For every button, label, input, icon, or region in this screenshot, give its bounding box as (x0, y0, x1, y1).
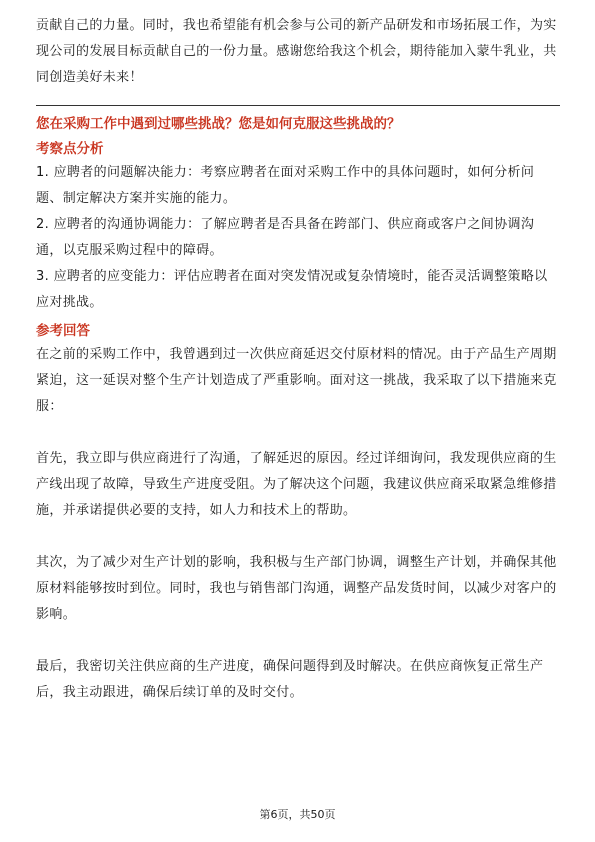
analysis-heading: 考察点分析 (36, 141, 104, 157)
answer-heading: 参考回答 (36, 323, 90, 339)
question-title: 您在采购工作中遇到过哪些挑战？您是如何克服这些挑战的？ (36, 116, 401, 132)
page-number: 第6页，共50页 (259, 808, 336, 821)
paragraph-gap (36, 524, 560, 550)
paragraph-gap (36, 628, 560, 654)
analysis-point: 2. 应聘者的沟通协调能力：了解应聘者是否具备在跨部门、供应商或客户之间协调沟通，以克服采购过程中的障碍。 (36, 217, 535, 258)
answer-paragraph: 最后，我密切关注供应商的生产进度，确保问题得到及时解决。在供应商恢复正常生产后，我主动跟进，确保后续订单的及时交付。 (36, 659, 544, 700)
analysis-point: 3. 应聘者的应变能力：评估应聘者在面对突发情况或复杂情境时，能否灵活调整策略以应对挑战。 (36, 269, 548, 310)
page-content (36, 13, 560, 706)
answer-paragraph: 在之前的采购工作中，我曾遇到过一次供应商延迟交付原材料的情况。由于产品生产周期紧迫，这一延误对整个生产计划造成了严重影响。面对这一挑战，我采取了以下措施来克服： (36, 347, 557, 414)
section-divider (36, 105, 560, 106)
answer-paragraph: 首先，我立即与供应商进行了沟通，了解延迟的原因。经过详细询问，我发现供应商的生产线出现了故障，导致生产进度受阻。为了解决这个问题，我建议供应商采取紧急维修措施，并承诺提供必要的支持，如人力和技术上的帮助。 (36, 451, 557, 518)
paragraph-gap (36, 420, 560, 446)
answer-paragraph: 其次，为了减少对生产计划的影响，我积极与生产部门协调，调整生产计划，并确保其他原材料能够按时到位。同时，我也与销售部门沟通，调整产品发货时间，以减少对客户的影响。 (36, 555, 557, 622)
analysis-point: 1. 应聘者的问题解决能力：考察应聘者在面对采购工作中的具体问题时，如何分析问题、制定解决方案并实施的能力。 (36, 165, 535, 206)
intro-paragraph: 贡献自己的力量。同时，我也希望能有机会参与公司的新产品研发和市场拓展工作，为实现公司的发展目标贡献自己的一份力量。感谢您给我这个机会，期待能加入蒙牛乳业，共同创造美好未来！ (36, 18, 557, 85)
